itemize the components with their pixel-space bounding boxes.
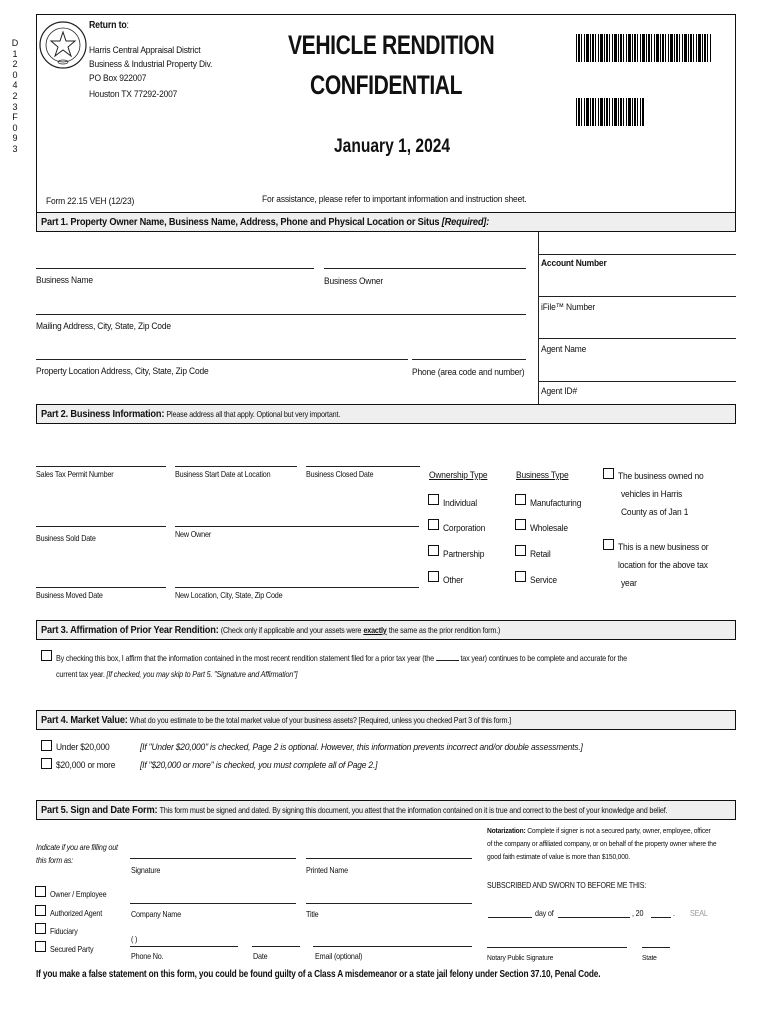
business-owner-field[interactable] (324, 268, 526, 269)
sales-tax-field[interactable] (36, 466, 166, 467)
ownership-option-label: Other (443, 575, 464, 586)
no-vehicles-text: County as of Jan 1 (621, 507, 689, 518)
moved-date-label: Business Moved Date (36, 591, 103, 600)
ownership-corporation-checkbox[interactable] (428, 519, 439, 530)
part1-title: Part 1. Property Owner Name, Business Name, Address, Phone and Physical Location or Situs (41, 216, 440, 228)
period-label: . (673, 909, 675, 918)
property-location-field[interactable] (36, 359, 408, 360)
ownership-option-label: Individual (443, 498, 477, 509)
side-code (10, 38, 20, 155)
ownership-other-checkbox[interactable] (428, 571, 439, 582)
state-label: State (642, 953, 657, 962)
business-option-label: Service (530, 575, 557, 586)
seal-label: SEAL (690, 909, 708, 918)
over-20000-label: $20,000 or more (56, 760, 116, 771)
account-top-line (538, 254, 736, 255)
part2-header (36, 404, 736, 424)
mailing-address-label: Mailing Address, City, State, Zip Code (36, 321, 171, 332)
notary-state-field[interactable] (642, 947, 670, 948)
phone-field[interactable] (412, 359, 526, 360)
ownership-partnership-checkbox[interactable] (428, 545, 439, 556)
prior-tax-year-field[interactable] (436, 660, 459, 661)
agent-id-label: Agent ID# (541, 386, 577, 397)
ownership-individual-checkbox[interactable] (428, 494, 439, 505)
account-number-label: Account Number (541, 258, 607, 269)
notary-year-field[interactable] (651, 917, 671, 918)
business-option-label: Retail (530, 549, 551, 560)
indicate-text: this form as: (36, 856, 73, 865)
ifile-number-label: iFile™ Number (541, 302, 596, 313)
sold-date-label: Business Sold Date (36, 534, 96, 543)
business-name-field[interactable] (36, 268, 314, 269)
form-date: January 1, 2024 (334, 136, 451, 157)
business-retail-checkbox[interactable] (515, 545, 526, 556)
part3-affirm-text: By checking this box, I affirm that the information contained in the most recent rendition statement filed for a prior tax year (the (56, 654, 434, 663)
phone-label: Phone (area code and number) (412, 367, 525, 378)
email-label: Email (optional) (315, 952, 363, 961)
business-option-label: Manufacturing (530, 498, 582, 509)
assistance-note: For assistance, please refer to important information and instruction sheet. (262, 194, 527, 205)
title-field[interactable] (306, 903, 472, 904)
part3-subtitle: (Check only if applicable and your assets were (220, 626, 362, 635)
signature-label: Signature (131, 866, 161, 875)
role-label: Owner / Employee (50, 890, 107, 899)
phone-parens: ( ) (131, 935, 138, 944)
return-address-line: Business & Industrial Property Div. (89, 59, 213, 70)
subscribed-text: SUBSCRIBED AND SWORN TO BEFORE ME THIS: (487, 881, 647, 890)
side-code-char: 0 (12, 122, 18, 133)
part5-subtitle: This form must be signed and dated. By signing this document, you attest that the information contained on it is true and correct to the best of your knowledge and belief. (159, 806, 668, 815)
notarization-text: Complete if signer is not a secured party, owner, employee, officer (527, 826, 711, 835)
business-name-label: Business Name (36, 275, 93, 286)
over-20000-note: [If "$20,000 or more" is checked, you must complete all of Page 2.] (140, 760, 378, 771)
role-secured-party-checkbox[interactable] (35, 941, 46, 952)
new-owner-field[interactable] (175, 526, 419, 527)
part2-title: Part 2. Business Information: (41, 408, 165, 420)
sold-date-field[interactable] (36, 526, 166, 527)
part3-title: Part 3. Affirmation of Prior Year Rendition: (41, 624, 219, 636)
notary-signature-field[interactable] (487, 947, 627, 948)
phone-no-field[interactable] (130, 946, 238, 947)
start-date-label: Business Start Date at Location (175, 470, 271, 479)
part3-header (36, 620, 736, 640)
sales-tax-label: Sales Tax Permit Number (36, 470, 114, 479)
role-fiduciary-checkbox[interactable] (35, 923, 46, 934)
date-label: Date (253, 952, 268, 961)
false-statement-warning: If you make a false statement on this form, you could be found guilty of a Class A misdemeanor or a state jail felony under Section 37.10, Penal Code. (36, 969, 601, 980)
part5-title: Part 5. Sign and Date Form: (41, 804, 158, 816)
side-code-char: 2 (12, 59, 18, 70)
notarization-text: good faith estimate of value is more than $150,000. (487, 852, 630, 861)
part1-header (36, 212, 736, 232)
ifile-line (538, 338, 736, 339)
ownership-option-label: Corporation (443, 523, 486, 534)
side-code-char: 4 (12, 80, 18, 91)
barcode-bottom (576, 98, 644, 126)
company-name-field[interactable] (130, 903, 296, 904)
return-to-label: Return to (89, 20, 127, 31)
side-code-char: 1 (12, 48, 18, 59)
start-date-field[interactable] (175, 466, 297, 467)
notarization-text: of the company or affiliated company, or on behalf of the property owner where the (487, 839, 717, 848)
role-label: Fiduciary (50, 927, 78, 936)
side-code-char: F (12, 112, 18, 123)
business-type-heading: Business Type (516, 470, 569, 481)
return-address-line: PO Box 922007 (89, 73, 147, 84)
closed-date-label: Business Closed Date (306, 470, 374, 479)
part4-header (36, 710, 736, 730)
no-vehicles-text: The business owned no (618, 471, 704, 482)
business-manufacturing-checkbox[interactable] (515, 494, 526, 505)
no-vehicles-checkbox[interactable] (603, 468, 614, 479)
notarization-label: Notarization: (487, 826, 526, 835)
comma-20-label: , 20 (632, 909, 644, 918)
new-business-text: This is a new business or (618, 542, 709, 553)
barcode-top (576, 34, 712, 62)
role-owner-checkbox[interactable] (35, 886, 46, 897)
side-code-char: 2 (12, 90, 18, 101)
part3-subtitle-end: the same as the prior rendition form.) (388, 626, 501, 635)
new-business-text: location for the above tax (618, 560, 708, 571)
part4-subtitle: What do you estimate to be the total market value of your business assets? [Required, unless you checked Part 3 of this form.] (129, 716, 511, 725)
phone-no-label: Phone No. (131, 952, 164, 961)
ownership-option-label: Partnership (443, 549, 485, 560)
return-address-line: Harris Central Appraisal District (89, 45, 201, 56)
form-title-line1: VEHICLE RENDITION (288, 30, 495, 60)
new-location-label: New Location, City, State, Zip Code (175, 591, 283, 600)
return-to-colon: : (126, 20, 129, 31)
under-20000-checkbox[interactable] (41, 740, 52, 751)
no-vehicles-text: vehicles in Harris (621, 489, 683, 500)
role-label: Secured Party (50, 945, 94, 954)
company-name-label: Company Name (131, 910, 181, 919)
part4-title: Part 4. Market Value: (41, 714, 128, 726)
indicate-text: Indicate if you are filling out (36, 843, 118, 852)
return-address-line: Houston TX 77292-2007 (89, 89, 178, 100)
email-field[interactable] (313, 946, 472, 947)
over-20000-checkbox[interactable] (41, 758, 52, 769)
part2-subtitle: Please address all that apply. Optional but very important. (166, 410, 341, 419)
role-agent-checkbox[interactable] (35, 905, 46, 916)
new-business-text: year (621, 578, 637, 589)
new-location-field[interactable] (175, 587, 419, 588)
notary-day-field[interactable] (488, 917, 532, 918)
role-label: Authorized Agent (50, 909, 103, 918)
under-20000-note: [If "Under $20,000" is checked, Page 2 is optional. However, this information prevents incorrect and/or double assessments.] (140, 742, 583, 753)
printed-name-field[interactable] (306, 858, 472, 859)
part1-required: [Required]: (441, 216, 490, 228)
moved-date-field[interactable] (36, 587, 166, 588)
closed-date-field[interactable] (306, 466, 420, 467)
prior-year-affirm-checkbox[interactable] (41, 650, 52, 661)
agent-name-label: Agent Name (541, 344, 587, 355)
part3-skip-note: [If checked, you may skip to Part 5. "Signature and Affirmation"] (106, 670, 298, 679)
form-title-line2: CONFIDENTIAL (310, 70, 463, 100)
under-20000-label: Under $20,000 (56, 742, 110, 753)
part3-affirm-text-end: tax year) continues to be complete and accurate for the (460, 654, 628, 663)
signature-field[interactable] (130, 858, 296, 859)
part3-affirm-text2: current tax year. (56, 670, 105, 679)
side-code-char: 3 (12, 143, 18, 154)
agent-name-line (538, 381, 736, 382)
property-location-label: Property Location Address, City, State, Zip Code (36, 366, 209, 377)
side-code-char: 3 (12, 101, 18, 112)
business-wholesale-checkbox[interactable] (515, 519, 526, 530)
side-code-char: 0 (12, 69, 18, 80)
business-service-checkbox[interactable] (515, 571, 526, 582)
account-number-line (538, 296, 736, 297)
side-code-char: D (11, 38, 19, 48)
side-code-char: 9 (12, 133, 18, 144)
new-business-checkbox[interactable] (603, 539, 614, 550)
printed-name-label: Printed Name (306, 866, 348, 875)
hcad-seal-icon (38, 20, 88, 70)
mailing-address-field[interactable] (36, 314, 526, 315)
new-owner-label: New Owner (175, 530, 212, 539)
business-owner-label: Business Owner (324, 276, 384, 287)
part5-header (36, 800, 736, 820)
form-number: Form 22.15 VEH (12/23) (46, 196, 135, 207)
ownership-type-heading: Ownership Type (429, 470, 488, 481)
title-label: Title (306, 910, 319, 919)
business-option-label: Wholesale (530, 523, 568, 534)
notary-month-field[interactable] (558, 917, 630, 918)
date-field[interactable] (252, 946, 300, 947)
notary-signature-label: Notary Public Signature (487, 953, 554, 962)
part3-subtitle-emphasis: exactly (363, 626, 387, 635)
day-of-label: day of (535, 909, 554, 918)
